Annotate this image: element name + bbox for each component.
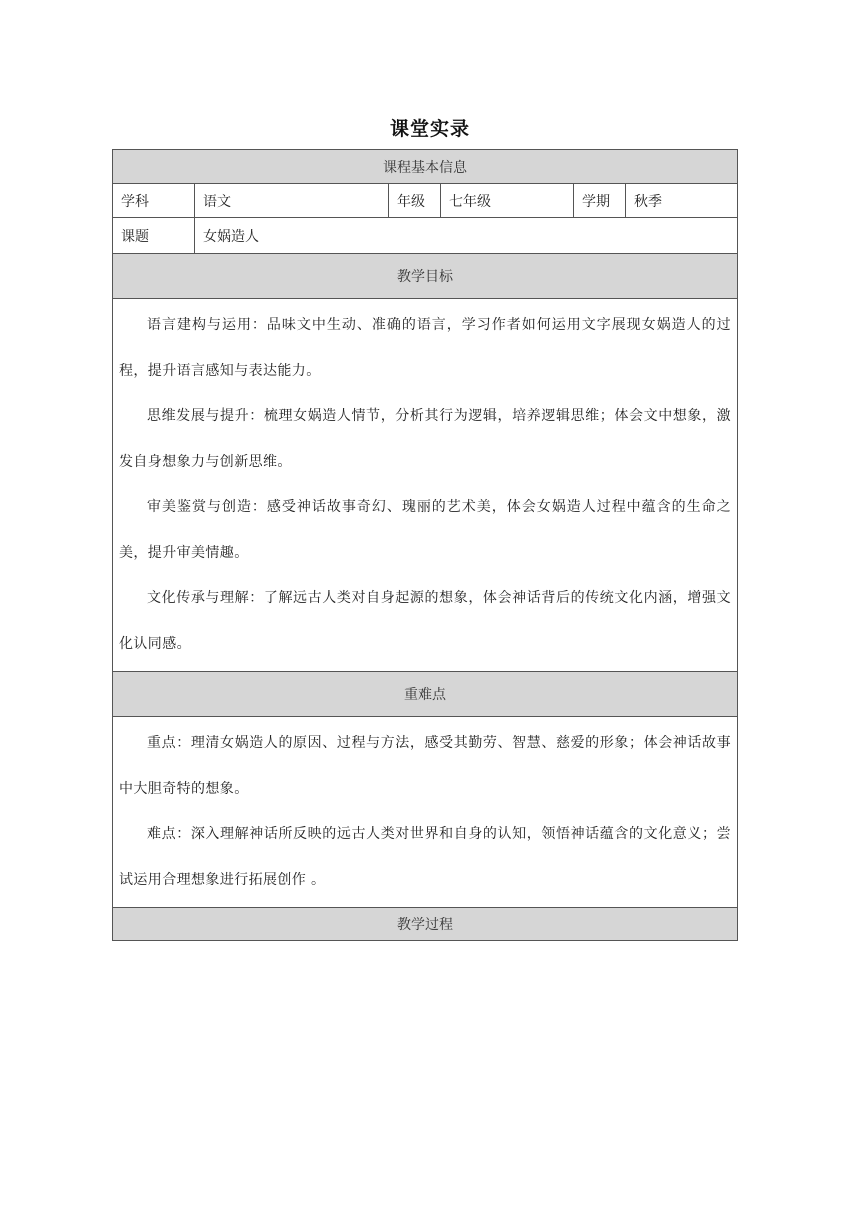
- term-value: 秋季: [626, 184, 738, 218]
- grade-label: 年级: [389, 184, 441, 218]
- key-point-paragraph: 难点：深入理解神话所反映的远古人类对世界和自身的认知，领悟神话蕴含的文化意义；尝试运用合理想象进行拓展创作 。: [119, 826, 732, 888]
- goal-paragraph: 思维发展与提升：梳理女娲造人情节，分析其行为逻辑，培养逻辑思维；体会文中想象，激发自身想象力与创新思维。: [119, 408, 732, 470]
- section-title-key-points: 重难点: [113, 672, 738, 717]
- subject-label: 学科: [113, 184, 195, 218]
- goals-content: [113, 299, 738, 672]
- section-header-goals: [113, 254, 738, 299]
- goal-paragraph: 文化传承与理解：了解远古人类对自身起源的想象，体会神话背后的传统文化内涵，增强文化认同感。: [119, 590, 732, 652]
- section-header-basic-info: [113, 150, 738, 184]
- topic-label: 课题: [113, 218, 195, 254]
- section-header-key-points: [113, 672, 738, 717]
- section-title-goals: 教学目标: [113, 254, 738, 299]
- section-title-process: 教学过程: [113, 908, 738, 941]
- page-title: 课堂实录: [389, 118, 470, 140]
- key-points-row: [113, 717, 738, 908]
- grade-value: 七年级: [441, 184, 574, 218]
- lesson-record-table: [112, 149, 738, 941]
- section-title-basic-info: 课程基本信息: [113, 150, 738, 184]
- subject-value: 语文: [195, 184, 389, 218]
- term-label: 学期: [574, 184, 626, 218]
- topic-row: [113, 218, 738, 254]
- key-point-paragraph: 重点：理清女娲造人的原因、过程与方法，感受其勤劳、智慧、慈爱的形象；体会神话故事中大胆奇特的想象。: [119, 735, 732, 797]
- section-header-process: [113, 908, 738, 941]
- goal-paragraph: 审美鉴赏与创造：感受神话故事奇幻、瑰丽的艺术美，体会女娲造人过程中蕴含的生命之美，提升审美情趣。: [119, 499, 732, 561]
- topic-value: 女娲造人: [195, 218, 738, 254]
- goals-row: [113, 299, 738, 672]
- key-points-content: [113, 717, 738, 908]
- info-row: [113, 184, 738, 218]
- goal-paragraph: 语言建构与运用：品味文中生动、准确的语言，学习作者如何运用文字展现女娲造人的过程，提升语言感知与表达能力。: [119, 317, 732, 379]
